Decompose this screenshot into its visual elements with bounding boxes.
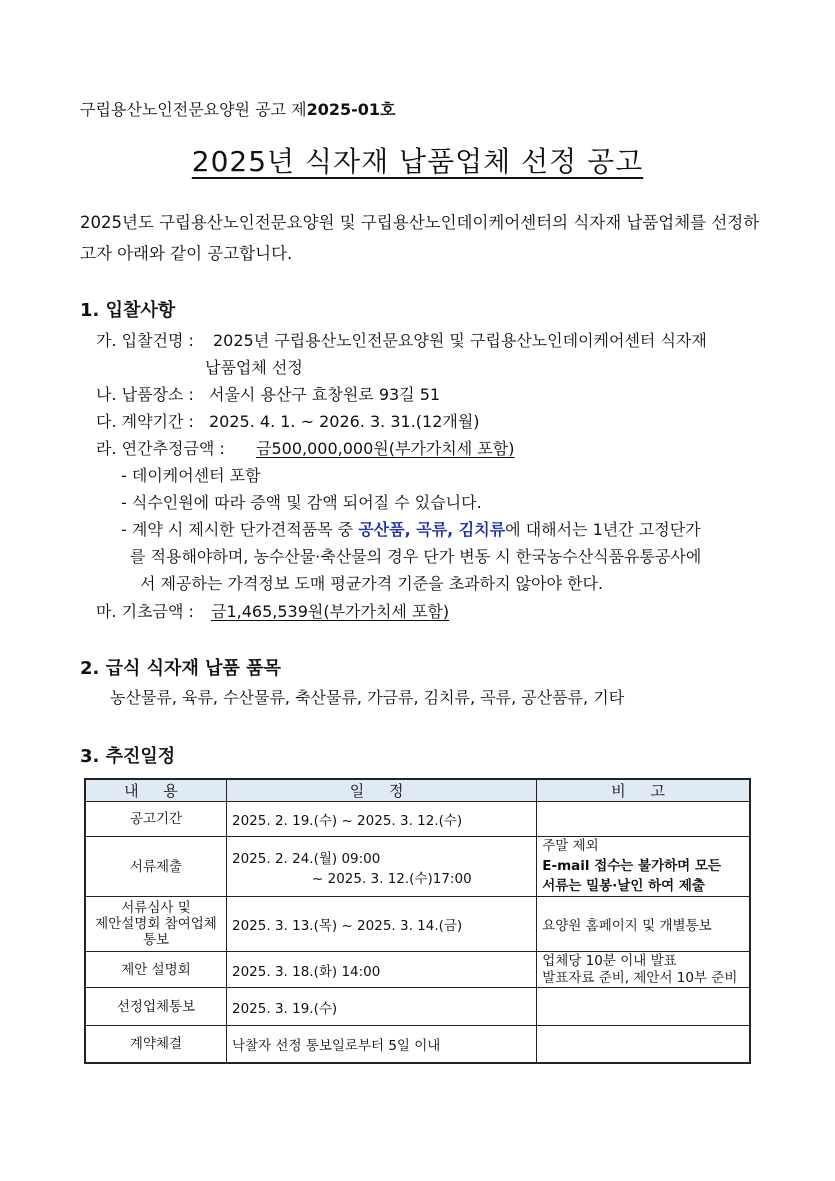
table-row <box>85 897 750 952</box>
section2-heading: 2. 급식 식자재 납품 품목 <box>80 658 281 679</box>
section1-heading: 1. 입찰사항 <box>80 300 176 321</box>
row-note: 업체당 10분 이내 발표 발표자료 준비, 제안서 10부 준비 <box>537 952 750 988</box>
table-row <box>85 988 750 1026</box>
row-note <box>537 1026 750 1063</box>
note-meal-count: - 식수인원에 따라 증액 및 감액 되어질 수 있습니다. <box>121 493 482 512</box>
table-row <box>85 952 750 988</box>
row-item: 제안 설명회 <box>85 952 227 988</box>
table-row <box>85 802 750 837</box>
note-fixed-price-line2: 를 적용해야하며, 농수산물·축산물의 경우 단가 변동 시 한국농수산식품유통공사에 <box>130 547 702 566</box>
column-header-content: 내 용 <box>85 779 227 802</box>
schedule-table <box>84 778 751 1064</box>
bid-name-line1: 2025년 구립용산노인전문요양원 및 구립용산노인데이케어센터 식자재 <box>213 331 707 350</box>
row-item: 선정업체통보 <box>85 988 227 1026</box>
base-amount-label: 마. 기초금액 : <box>96 602 194 621</box>
bid-name-line2: 납품업체 선정 <box>205 358 303 377</box>
row-schedule: 2025. 3. 13.(목) ~ 2025. 3. 14.(금) <box>227 897 537 952</box>
table-header-row <box>85 779 750 802</box>
column-header-schedule: 일 정 <box>227 779 537 802</box>
fixed-price-items: 공산품, 곡류, 김치류 <box>358 520 506 539</box>
row-note: 요양원 홈페이지 및 개별통보 <box>537 897 750 952</box>
row-item: 서류제출 <box>85 837 227 897</box>
row-note <box>537 802 750 837</box>
row-schedule: 2025. 2. 19.(수) ~ 2025. 3. 12.(수) <box>227 802 537 837</box>
note-fixed-price-line3: 서 제공하는 가격정보 도매 평균가격 기준을 초과하지 않아야 한다. <box>140 574 604 593</box>
supply-items: 농산물류, 육류, 수산물류, 축산물류, 가금류, 김치류, 곡류, 공산품류, 기타 <box>110 688 625 707</box>
intro-paragraph: 2025년도 구립용산노인전문요양원 및 구립용산노인데이케어센터의 식자재 납품업체를 선정하고자 아래와 같이 공고합니다. <box>80 213 760 263</box>
row-item: 계약체결 <box>85 1026 227 1063</box>
row-schedule: 2025. 3. 18.(화) 14:00 <box>227 952 537 988</box>
delivery-place-label: 나. 납품장소 : <box>96 385 194 404</box>
row-note <box>537 988 750 1026</box>
delivery-place-value: 서울시 용산구 효창원로 93길 51 <box>209 385 441 404</box>
estimated-amount-label: 라. 연간추정금액 : <box>96 439 225 458</box>
row-item: 공고기간 <box>85 802 227 837</box>
contract-period-value: 2025. 4. 1. ~ 2026. 3. 31.(12개월) <box>209 412 480 431</box>
table-row <box>85 1026 750 1063</box>
document-title: 2025년 식자재 납품업체 선정 공고 <box>191 145 644 178</box>
row-schedule: 낙찰자 선정 통보일로부터 5일 이내 <box>227 1026 537 1063</box>
row-schedule: 2025. 3. 19.(수) <box>227 988 537 1026</box>
row-item: 서류심사 및 제안설명회 참여업체 통보 <box>85 897 227 952</box>
row-note: 주말 제외 E-mail 접수는 불가하며 모든 서류는 밀봉·날인 하여 제출 <box>537 837 750 897</box>
table-row <box>85 837 750 897</box>
column-header-note: 비 고 <box>537 779 750 802</box>
note-daycare: - 데이케어센터 포함 <box>121 466 261 485</box>
row-schedule: 2025. 2. 24.(월) 09:00 ~ 2025. 3. 12.(수)17:00 <box>227 837 537 897</box>
note-fixed-price-line1: - 계약 시 제시한 단가견적품목 중 공산품, 곡류, 김치류에 대해서는 1년간 고정단가 <box>121 520 701 539</box>
estimated-amount-value: 금500,000,000원(부가가치세 포함) <box>256 439 515 458</box>
contract-period-label: 다. 계약기간 : <box>96 412 194 431</box>
base-amount-value: 금1,465,539원(부가가치세 포함) <box>211 602 450 621</box>
bid-name-label: 가. 입찰건명 : <box>96 331 194 350</box>
notice-number: 구립용산노인전문요양원 공고 제2025-01호 <box>80 100 396 119</box>
section3-heading: 3. 추진일정 <box>80 746 176 767</box>
